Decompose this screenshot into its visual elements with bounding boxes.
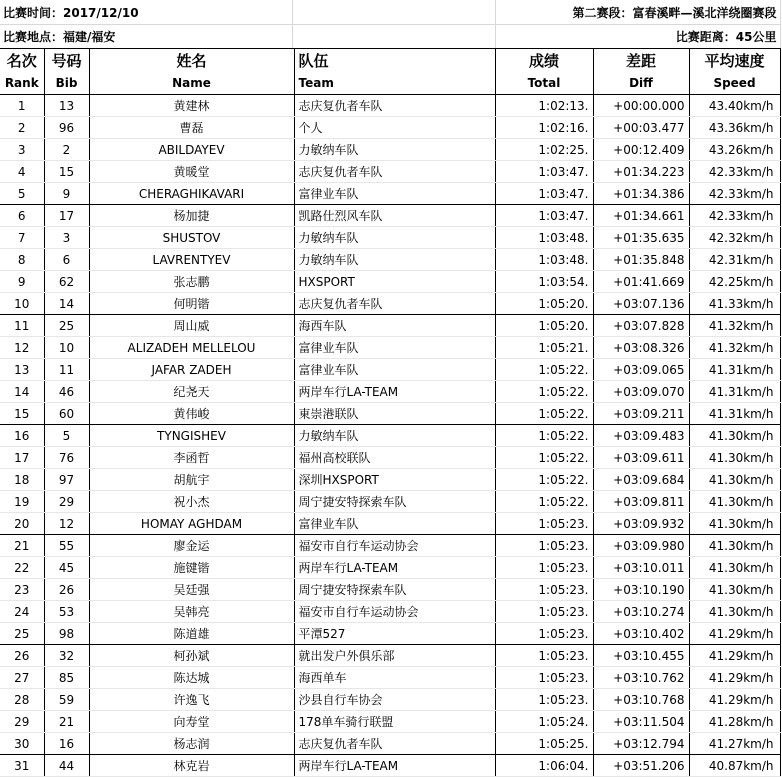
- rank-cell: 20: [0, 513, 44, 535]
- race-info-table: [0, 0, 781, 49]
- name-cell: 黄伟峻: [89, 403, 294, 425]
- speed-cell: 41.33km/h: [689, 293, 780, 315]
- race-location: 比赛地点：福建/福安: [0, 25, 292, 49]
- bib-cell: 3: [44, 227, 89, 249]
- name-cell: 张志鹏: [89, 271, 294, 293]
- team-cell: 東崇港联队: [294, 403, 495, 425]
- bib-cell: 55: [44, 535, 89, 557]
- table-row: [0, 645, 780, 667]
- bib-cell: 15: [44, 161, 89, 183]
- diff-cell: +03:09.065: [593, 359, 689, 381]
- total-time-cell: 1:05:22.: [495, 403, 593, 425]
- diff-cell: +03:09.070: [593, 381, 689, 403]
- race-distance: 比赛距离：45公里: [495, 25, 780, 49]
- speed-cell: 42.33km/h: [689, 183, 780, 205]
- rank-cell: 28: [0, 689, 44, 711]
- name-cell: HOMAY AGHDAM: [89, 513, 294, 535]
- total-time-cell: 1:05:22.: [495, 425, 593, 447]
- diff-cell: +03:09.483: [593, 425, 689, 447]
- rank-cell: 30: [0, 733, 44, 755]
- header-rank-en: Rank: [0, 72, 44, 95]
- speed-cell: 42.33km/h: [689, 205, 780, 227]
- bib-cell: 76: [44, 447, 89, 469]
- diff-cell: +03:09.611: [593, 447, 689, 469]
- diff-cell: +03:10.190: [593, 579, 689, 601]
- table-row: [0, 579, 780, 601]
- header-total-en: Total: [495, 72, 593, 95]
- name-cell: 纪尧天: [89, 381, 294, 403]
- diff-cell: +03:51.206: [593, 755, 689, 777]
- name-cell: 廖金运: [89, 535, 294, 557]
- header-bib-cn: 号码: [44, 49, 89, 72]
- table-row: [0, 315, 780, 337]
- table-row: [0, 557, 780, 579]
- diff-cell: +03:08.326: [593, 337, 689, 359]
- name-cell: 周山威: [89, 315, 294, 337]
- diff-cell: +03:10.762: [593, 667, 689, 689]
- name-cell: 祝小杰: [89, 491, 294, 513]
- table-row: [0, 381, 780, 403]
- total-time-cell: 1:02:16.: [495, 117, 593, 139]
- name-cell: TYNGISHEV: [89, 425, 294, 447]
- total-time-cell: 1:06:04.: [495, 755, 593, 777]
- speed-cell: 41.30km/h: [689, 535, 780, 557]
- speed-cell: 43.40km/h: [689, 95, 780, 117]
- diff-cell: +03:09.811: [593, 491, 689, 513]
- diff-cell: +01:35.848: [593, 249, 689, 271]
- rank-cell: 16: [0, 425, 44, 447]
- name-cell: 吴韩亮: [89, 601, 294, 623]
- team-cell: 富律业车队: [294, 183, 495, 205]
- speed-cell: 41.30km/h: [689, 491, 780, 513]
- name-cell: 胡航宇: [89, 469, 294, 491]
- rank-cell: 31: [0, 755, 44, 777]
- team-cell: 凯路仕烈风车队: [294, 205, 495, 227]
- team-cell: 沙县自行车协会: [294, 689, 495, 711]
- team-cell: 海西车队: [294, 315, 495, 337]
- total-time-cell: 1:05:22.: [495, 359, 593, 381]
- speed-cell: 41.32km/h: [689, 315, 780, 337]
- speed-cell: 41.30km/h: [689, 447, 780, 469]
- rank-cell: 5: [0, 183, 44, 205]
- table-row: [0, 689, 780, 711]
- name-cell: 许逸飞: [89, 689, 294, 711]
- total-time-cell: 1:05:23.: [495, 623, 593, 645]
- speed-cell: 43.36km/h: [689, 117, 780, 139]
- team-cell: 深圳HXSPORT: [294, 469, 495, 491]
- total-time-cell: 1:03:47.: [495, 205, 593, 227]
- total-time-cell: 1:05:20.: [495, 315, 593, 337]
- team-cell: 178单车骑行联盟: [294, 711, 495, 733]
- bib-cell: 62: [44, 271, 89, 293]
- bib-cell: 59: [44, 689, 89, 711]
- bib-cell: 60: [44, 403, 89, 425]
- total-time-cell: 1:03:48.: [495, 249, 593, 271]
- speed-cell: 41.27km/h: [689, 733, 780, 755]
- team-cell: 富律业车队: [294, 359, 495, 381]
- diff-cell: +03:12.794: [593, 733, 689, 755]
- bib-cell: 9: [44, 183, 89, 205]
- total-time-cell: 1:05:22.: [495, 469, 593, 491]
- rank-cell: 27: [0, 667, 44, 689]
- speed-cell: 41.30km/h: [689, 469, 780, 491]
- rank-cell: 10: [0, 293, 44, 315]
- speed-cell: 43.26km/h: [689, 139, 780, 161]
- bib-cell: 10: [44, 337, 89, 359]
- diff-cell: +03:09.932: [593, 513, 689, 535]
- bib-cell: 85: [44, 667, 89, 689]
- total-time-cell: 1:02:13.: [495, 95, 593, 117]
- header-team-cn: 队伍: [294, 49, 495, 72]
- name-cell: 曹磊: [89, 117, 294, 139]
- diff-cell: +03:10.768: [593, 689, 689, 711]
- rank-cell: 26: [0, 645, 44, 667]
- team-cell: 两岸车行LA-TEAM: [294, 755, 495, 777]
- bib-cell: 5: [44, 425, 89, 447]
- rank-cell: 7: [0, 227, 44, 249]
- team-cell: 志庆复仇者车队: [294, 161, 495, 183]
- name-cell: 杨志润: [89, 733, 294, 755]
- bib-cell: 6: [44, 249, 89, 271]
- speed-cell: 41.30km/h: [689, 425, 780, 447]
- name-cell: 黄建林: [89, 95, 294, 117]
- rank-cell: 4: [0, 161, 44, 183]
- rank-cell: 12: [0, 337, 44, 359]
- table-row: [0, 161, 780, 183]
- name-cell: 何明锴: [89, 293, 294, 315]
- speed-cell: 42.32km/h: [689, 227, 780, 249]
- name-cell: 黄暖堂: [89, 161, 294, 183]
- team-cell: 平潭527: [294, 623, 495, 645]
- rank-cell: 23: [0, 579, 44, 601]
- bib-cell: 46: [44, 381, 89, 403]
- table-row: [0, 623, 780, 645]
- team-cell: 福安市自行车运动协会: [294, 535, 495, 557]
- name-cell: 向寿堂: [89, 711, 294, 733]
- speed-cell: 41.31km/h: [689, 381, 780, 403]
- bib-cell: 16: [44, 733, 89, 755]
- diff-cell: +00:00.000: [593, 95, 689, 117]
- rank-cell: 13: [0, 359, 44, 381]
- rank-cell: 8: [0, 249, 44, 271]
- table-row: [0, 667, 780, 689]
- diff-cell: +03:09.211: [593, 403, 689, 425]
- team-cell: 力敏纳车队: [294, 249, 495, 271]
- total-time-cell: 1:05:23.: [495, 667, 593, 689]
- speed-cell: 42.25km/h: [689, 271, 780, 293]
- team-cell: 周宁捷安特探索车队: [294, 579, 495, 601]
- table-row: [0, 293, 780, 315]
- team-cell: 富律业车队: [294, 337, 495, 359]
- diff-cell: +01:41.669: [593, 271, 689, 293]
- total-time-cell: 1:05:23.: [495, 689, 593, 711]
- diff-cell: +03:11.504: [593, 711, 689, 733]
- bib-cell: 29: [44, 491, 89, 513]
- table-row: [0, 227, 780, 249]
- table-row: [0, 139, 780, 161]
- speed-cell: 40.87km/h: [689, 755, 780, 777]
- header-row-cn: [0, 49, 780, 72]
- speed-cell: 41.29km/h: [689, 689, 780, 711]
- total-time-cell: 1:05:23.: [495, 513, 593, 535]
- race-stage: 第二赛段：富春溪畔—溪北洋绕圈赛段: [495, 0, 780, 25]
- speed-cell: 41.29km/h: [689, 645, 780, 667]
- table-row: [0, 513, 780, 535]
- name-cell: JAFAR ZADEH: [89, 359, 294, 381]
- diff-cell: +03:10.274: [593, 601, 689, 623]
- speed-cell: 42.33km/h: [689, 161, 780, 183]
- name-cell: ABILDAYEV: [89, 139, 294, 161]
- diff-cell: +01:34.223: [593, 161, 689, 183]
- header-diff-en: Diff: [593, 72, 689, 95]
- bib-cell: 17: [44, 205, 89, 227]
- header-row-en: [0, 72, 780, 95]
- name-cell: 柯孙斌: [89, 645, 294, 667]
- table-row: [0, 491, 780, 513]
- speed-cell: 42.31km/h: [689, 249, 780, 271]
- table-row: [0, 711, 780, 733]
- total-time-cell: 1:02:25.: [495, 139, 593, 161]
- diff-cell: +03:07.828: [593, 315, 689, 337]
- name-cell: 杨加捷: [89, 205, 294, 227]
- speed-cell: 41.31km/h: [689, 403, 780, 425]
- diff-cell: +00:12.409: [593, 139, 689, 161]
- total-time-cell: 1:05:23.: [495, 535, 593, 557]
- diff-cell: +01:34.386: [593, 183, 689, 205]
- rank-cell: 6: [0, 205, 44, 227]
- total-time-cell: 1:05:23.: [495, 579, 593, 601]
- speed-cell: 41.29km/h: [689, 667, 780, 689]
- bib-cell: 32: [44, 645, 89, 667]
- speed-cell: 41.30km/h: [689, 513, 780, 535]
- bib-cell: 12: [44, 513, 89, 535]
- rank-cell: 9: [0, 271, 44, 293]
- header-speed-en: Speed: [689, 72, 780, 95]
- race-date: 比赛时间：2017/12/10: [0, 0, 292, 25]
- name-cell: 吴廷强: [89, 579, 294, 601]
- table-row: [0, 447, 780, 469]
- name-cell: CHERAGHIKAVARI: [89, 183, 294, 205]
- name-cell: 林克岩: [89, 755, 294, 777]
- table-row: [0, 271, 780, 293]
- speed-cell: 41.30km/h: [689, 601, 780, 623]
- table-row: [0, 403, 780, 425]
- total-time-cell: 1:05:22.: [495, 491, 593, 513]
- team-cell: 志庆复仇者车队: [294, 293, 495, 315]
- rank-cell: 17: [0, 447, 44, 469]
- total-time-cell: 1:03:47.: [495, 183, 593, 205]
- header-rank-cn: 名次: [0, 49, 44, 72]
- table-row: [0, 733, 780, 755]
- table-row: [0, 469, 780, 491]
- total-time-cell: 1:05:20.: [495, 293, 593, 315]
- header-bib-en: Bib: [44, 72, 89, 95]
- total-time-cell: 1:05:24.: [495, 711, 593, 733]
- table-row: [0, 183, 780, 205]
- team-cell: 海西单车: [294, 667, 495, 689]
- team-cell: 福州高校联队: [294, 447, 495, 469]
- team-cell: 周宁捷安特探索车队: [294, 491, 495, 513]
- speed-cell: 41.29km/h: [689, 623, 780, 645]
- team-cell: 志庆复仇者车队: [294, 95, 495, 117]
- total-time-cell: 1:05:23.: [495, 645, 593, 667]
- diff-cell: +01:34.661: [593, 205, 689, 227]
- name-cell: 陈道雄: [89, 623, 294, 645]
- name-cell: 陈达城: [89, 667, 294, 689]
- name-cell: LAVRENTYEV: [89, 249, 294, 271]
- rank-cell: 19: [0, 491, 44, 513]
- rank-cell: 24: [0, 601, 44, 623]
- header-diff-cn: 差距: [593, 49, 689, 72]
- team-cell: 力敏纳车队: [294, 139, 495, 161]
- rank-cell: 11: [0, 315, 44, 337]
- team-cell: 两岸车行LA-TEAM: [294, 381, 495, 403]
- table-row: [0, 535, 780, 557]
- diff-cell: +03:09.684: [593, 469, 689, 491]
- total-time-cell: 1:05:23.: [495, 557, 593, 579]
- rank-cell: 2: [0, 117, 44, 139]
- rank-cell: 1: [0, 95, 44, 117]
- diff-cell: +01:35.635: [593, 227, 689, 249]
- bib-cell: 45: [44, 557, 89, 579]
- table-row: [0, 117, 780, 139]
- results-table: [0, 49, 781, 777]
- table-row: [0, 249, 780, 271]
- team-cell: 个人: [294, 117, 495, 139]
- bib-cell: 21: [44, 711, 89, 733]
- total-time-cell: 1:05:23.: [495, 601, 593, 623]
- bib-cell: 98: [44, 623, 89, 645]
- table-row: [0, 205, 780, 227]
- speed-cell: 41.28km/h: [689, 711, 780, 733]
- speed-cell: 41.30km/h: [689, 557, 780, 579]
- rank-cell: 15: [0, 403, 44, 425]
- name-cell: 施键锴: [89, 557, 294, 579]
- rank-cell: 14: [0, 381, 44, 403]
- team-cell: 就出发户外俱乐部: [294, 645, 495, 667]
- header-name-en: Name: [89, 72, 294, 95]
- header-name-cn: 姓名: [89, 49, 294, 72]
- team-cell: 力敏纳车队: [294, 425, 495, 447]
- speed-cell: 41.32km/h: [689, 337, 780, 359]
- diff-cell: +03:09.980: [593, 535, 689, 557]
- header-speed-cn: 平均速度: [689, 49, 780, 72]
- total-time-cell: 1:03:54.: [495, 271, 593, 293]
- rank-cell: 22: [0, 557, 44, 579]
- header-team-en: Team: [294, 72, 495, 95]
- team-cell: 志庆复仇者车队: [294, 733, 495, 755]
- table-row: [0, 755, 780, 777]
- total-time-cell: 1:03:48.: [495, 227, 593, 249]
- rank-cell: 29: [0, 711, 44, 733]
- name-cell: 李函哲: [89, 447, 294, 469]
- total-time-cell: 1:05:25.: [495, 733, 593, 755]
- diff-cell: +00:03.477: [593, 117, 689, 139]
- rank-cell: 18: [0, 469, 44, 491]
- diff-cell: +03:07.136: [593, 293, 689, 315]
- team-cell: 福安市自行车运动协会: [294, 601, 495, 623]
- team-cell: 两岸车行LA-TEAM: [294, 557, 495, 579]
- bib-cell: 26: [44, 579, 89, 601]
- name-cell: SHUSTOV: [89, 227, 294, 249]
- bib-cell: 11: [44, 359, 89, 381]
- diff-cell: +03:10.402: [593, 623, 689, 645]
- table-row: [0, 337, 780, 359]
- team-cell: 富律业车队: [294, 513, 495, 535]
- rank-cell: 3: [0, 139, 44, 161]
- header-total-cn: 成绩: [495, 49, 593, 72]
- name-cell: ALIZADEH MELLELOU: [89, 337, 294, 359]
- rank-cell: 25: [0, 623, 44, 645]
- total-time-cell: 1:05:22.: [495, 447, 593, 469]
- speed-cell: 41.31km/h: [689, 359, 780, 381]
- bib-cell: 96: [44, 117, 89, 139]
- bib-cell: 13: [44, 95, 89, 117]
- team-cell: 力敏纳车队: [294, 227, 495, 249]
- diff-cell: +03:10.455: [593, 645, 689, 667]
- bib-cell: 53: [44, 601, 89, 623]
- team-cell: HXSPORT: [294, 271, 495, 293]
- table-row: [0, 359, 780, 381]
- bib-cell: 25: [44, 315, 89, 337]
- bib-cell: 14: [44, 293, 89, 315]
- total-time-cell: 1:05:21.: [495, 337, 593, 359]
- total-time-cell: 1:03:47.: [495, 161, 593, 183]
- bib-cell: 44: [44, 755, 89, 777]
- table-row: [0, 95, 780, 117]
- bib-cell: 97: [44, 469, 89, 491]
- table-row: [0, 601, 780, 623]
- total-time-cell: 1:05:22.: [495, 381, 593, 403]
- speed-cell: 41.30km/h: [689, 579, 780, 601]
- rank-cell: 21: [0, 535, 44, 557]
- bib-cell: 2: [44, 139, 89, 161]
- diff-cell: +03:10.011: [593, 557, 689, 579]
- table-row: [0, 425, 780, 447]
